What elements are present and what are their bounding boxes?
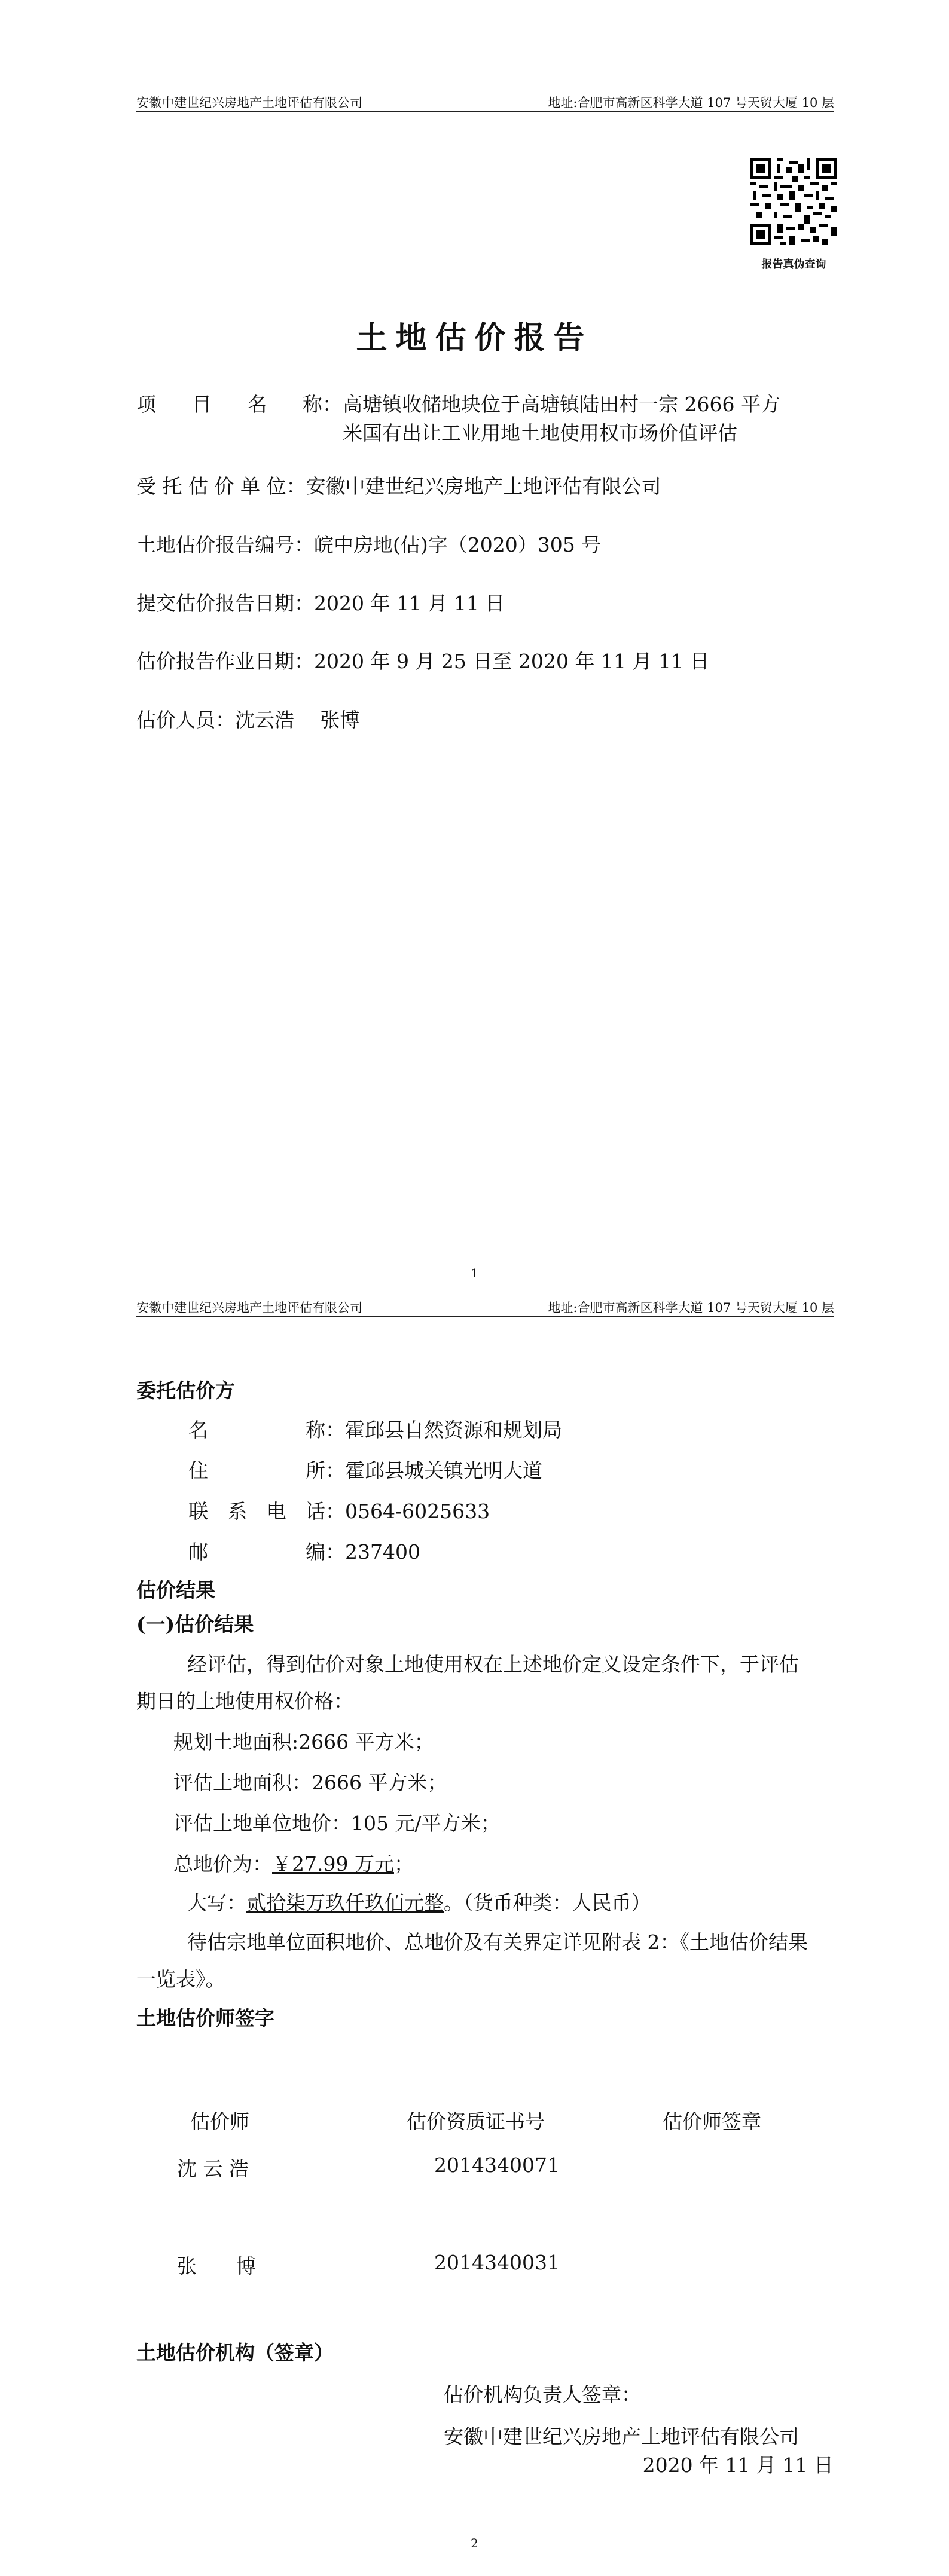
project-name-line1: 高塘镇收储地块位于高塘镇陆田村一宗 2666 平方 bbox=[343, 393, 780, 416]
work-date-row bbox=[136, 647, 709, 676]
total-price-label: 总地价为： bbox=[173, 1852, 272, 1876]
sig-row-cert: 2014340071 bbox=[434, 2153, 560, 2177]
currency-note: 。（货币种类：人民币） bbox=[444, 1891, 651, 1914]
org-heading: 土地估价机构（签章） bbox=[136, 2341, 334, 2364]
page-header bbox=[136, 90, 834, 112]
page-number: 2 bbox=[471, 2536, 478, 2550]
project-name-label: 项 目 名 称： bbox=[136, 393, 342, 416]
sig-header-seal: 估价师签章 bbox=[663, 2110, 761, 2133]
sig-row-name: 张 博 bbox=[177, 2254, 256, 2278]
client-address-value: 霍邱县城关镇光明大道 bbox=[345, 1459, 542, 1482]
submit-date-value: 2020 年 11 月 11 日 bbox=[314, 592, 505, 615]
appraisers-row bbox=[136, 706, 360, 735]
sig-header-certificate: 估价资质证书号 bbox=[407, 2110, 545, 2133]
sig-header-appraiser: 估价师 bbox=[190, 2110, 249, 2133]
signature-heading: 土地估价师签字 bbox=[136, 2006, 274, 2030]
report-number-row bbox=[136, 531, 601, 559]
client-postcode-value: 237400 bbox=[345, 1540, 420, 1564]
client-name-row: 名 称： 霍邱县自然资源和规划局 bbox=[188, 1418, 562, 1442]
work-date-value: 2020 年 9 月 25 日至 2020 年 11 月 11 日 bbox=[314, 650, 710, 673]
total-price-row: 总地价为：￥27.99 万元； bbox=[173, 1852, 414, 1876]
result-heading: 估价结果 bbox=[136, 1578, 215, 1602]
page-header bbox=[136, 1295, 834, 1317]
org-name: 安徽中建世纪兴房地产土地评估有限公司 bbox=[444, 2425, 799, 2448]
org-responsible: 估价机构负责人签章： bbox=[444, 2383, 641, 2406]
header-company: 安徽中建世纪兴房地产土地评估有限公司 bbox=[136, 1301, 362, 1315]
page-number: 1 bbox=[471, 1266, 478, 1280]
header-address: 地址:合肥市高新区科学大道 107 号天贸大厦 10 层 bbox=[548, 96, 834, 110]
header-address: 地址:合肥市高新区科学大道 107 号天贸大厦 10 层 bbox=[548, 1301, 834, 1315]
report-page-2 bbox=[0, 1288, 949, 2576]
client-name-value: 霍邱县自然资源和规划局 bbox=[345, 1418, 562, 1442]
assessed-area: 评估土地面积：2666 平方米； bbox=[173, 1771, 447, 1794]
client-postcode-row: 邮 编： 237400 bbox=[188, 1540, 420, 1564]
planned-area: 规划土地面积:2666 平方米； bbox=[173, 1730, 434, 1754]
submit-date-label: 提交估价报告日期： bbox=[136, 592, 314, 615]
report-number-label: 土地估价报告编号： bbox=[136, 533, 314, 556]
appraisers-label: 估价人员： bbox=[136, 708, 235, 732]
appraisers-value: 沈云浩 张博 bbox=[235, 708, 360, 732]
report-number-value: 皖中房地(估)字（2020）305 号 bbox=[314, 533, 602, 556]
capital-amount-label: 大写： bbox=[187, 1891, 246, 1914]
client-address-row: 住 所： 霍邱县城关镇光明大道 bbox=[188, 1459, 542, 1482]
page-title: 土地估价报告 bbox=[356, 320, 593, 356]
qr-code-icon[interactable] bbox=[750, 158, 837, 245]
project-name-line2: 米国有出让工业用地土地使用权市场价值评估 bbox=[343, 421, 737, 445]
unit-price: 评估土地单位地价：105 元/平方米； bbox=[173, 1812, 501, 1835]
appraiser-unit-row bbox=[136, 472, 661, 501]
sig-row-name: 沈 云 浩 bbox=[177, 2157, 249, 2180]
capital-amount-value: 贰拾柒万玖仟玖佰元整 bbox=[246, 1891, 444, 1914]
header-company: 安徽中建世纪兴房地产土地评估有限公司 bbox=[136, 96, 362, 110]
result-paragraph-line1: 经评估，得到估价对象土地使用权在上述地价定义设定条件下，于评估 bbox=[187, 1653, 799, 1676]
submit-date-row bbox=[136, 589, 505, 618]
sig-row-cert: 2014340031 bbox=[434, 2251, 560, 2274]
note-line1: 待估宗地单位面积地价、总地价及有关界定详见附表 2：《土地估价结果 bbox=[187, 1931, 808, 1954]
appraiser-unit-value: 安徽中建世纪兴房地产土地评估有限公司 bbox=[306, 475, 661, 498]
client-phone-row: 联 系 电 话： 0564-6025633 bbox=[188, 1500, 490, 1523]
capital-amount-row bbox=[187, 1887, 651, 1916]
note-line2: 一览表》。 bbox=[136, 1968, 225, 1991]
appraiser-unit-label: 受 托 估 价 单 位： bbox=[136, 475, 306, 498]
total-price-value: ￥27.99 万元 bbox=[272, 1852, 394, 1876]
client-heading: 委托估价方 bbox=[136, 1379, 235, 1402]
work-date-label: 估价报告作业日期： bbox=[136, 650, 314, 673]
result-paragraph-line2: 期日的土地使用权价格： bbox=[136, 1690, 353, 1713]
org-date: 2020 年 11 月 11 日 bbox=[642, 2453, 834, 2477]
result-subheading: (一)估价结果 bbox=[136, 1613, 254, 1636]
qr-caption: 报告真伪查询 bbox=[761, 258, 826, 271]
client-phone-value: 0564-6025633 bbox=[345, 1500, 490, 1523]
